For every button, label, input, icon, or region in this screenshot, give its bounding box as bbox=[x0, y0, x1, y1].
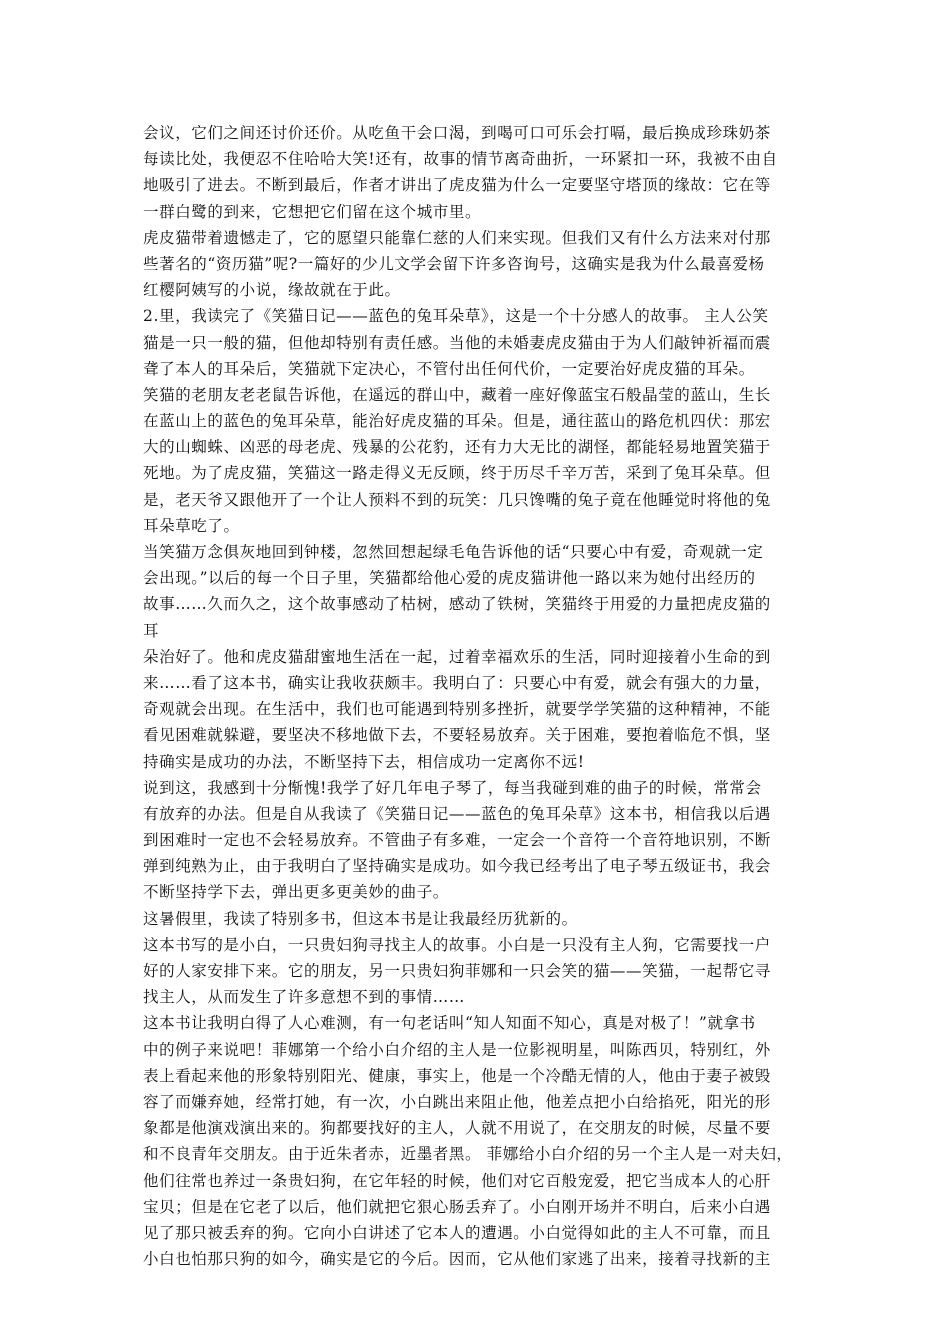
text-line: 耳 bbox=[143, 621, 160, 640]
text-line: 小白也怕那只狗的如今，确实是它的今后。因而，它从他们家逃了出来，接着寻找新的主 bbox=[143, 1250, 771, 1269]
text-line: 来……看了这本书，确实让我收获颇丰。我明白了：只要心中有爱，就会有强大的力量， bbox=[143, 673, 771, 692]
text-line: 宝贝；但是在它老了以后，他们就把它狠心肠丢弃了。小白刚开场并不明白，后来小白遇 bbox=[143, 1197, 771, 1216]
text-line: 和不良青年交朋友。由于近朱者赤，近墨者黑。 菲娜给小白介绍的另一个主人是一对夫妇， bbox=[143, 1145, 793, 1164]
document-body bbox=[143, 120, 823, 1272]
text-line: 见了那只被丢弃的狗。它向小白讲述了它本人的遭遇。小白觉得如此的主人不可靠，而且 bbox=[143, 1223, 771, 1242]
text-line: 一群白鹭的到来，它想把它们留在这个城市里。 bbox=[143, 202, 482, 221]
text-line: 朵治好了。他和虎皮猫甜蜜地生活在一起，过着幸福欢乐的生活，同时迎接着小生命的到 bbox=[143, 647, 771, 666]
text-line: 看见困难就躲避，要坚决不移地做下去，不要轻易放弃。关于困难，要抱着临危不惧，坚 bbox=[143, 726, 771, 745]
text-line: 找主人，从而发生了许多意想不到的事情…… bbox=[143, 988, 466, 1007]
text-line: 会出现。”以后的每一个日子里，笑猫都给他心爱的虎皮猫讲他一路以来为她付出经历的 bbox=[143, 569, 756, 588]
text-line: 虎皮猫带着遗憾走了，它的愿望只能靠仁慈的人们来实现。但我们又有什么方法来对付那 bbox=[143, 228, 771, 247]
text-line: 红樱阿姨写的小说，缘故就在于此。 bbox=[143, 281, 401, 300]
text-line: 2.里，我读完了《笑猫日记——蓝色的兔耳朵草》，这是一个十分感人的故事。 主人公笑 bbox=[143, 307, 769, 326]
text-line: 大的山蜘蛛、凶恶的母老虎、残暴的公花豹，还有力大无比的湖怪，都能轻易地置笑猫于 bbox=[143, 438, 771, 457]
text-line: 容了而嫌弃她，经常打她，有一次，小白跳出来阻止他，他差点把小白给掐死，阳光的形 bbox=[143, 1092, 771, 1111]
text-line: 每读比处，我便忍不住哈哈大笑!还有，故事的情节离奇曲折，一环紧扣一环，我被不由自 bbox=[143, 150, 778, 169]
text-line: 中的例子来说吧！菲娜第一个给小白介绍的主人是一位影视明星，叫陈西贝，特别红，外 bbox=[143, 1040, 771, 1059]
text-line: 好的人家安排下来。它的朋友，另一只贵妇狗菲娜和一只会笑的猫——笑猫，一起帮它寻 bbox=[143, 962, 771, 980]
text-line: 些著名的“资历猫”呢?一篇好的少儿文学会留下许多咨询号，这确实是我为什么最喜爱杨 bbox=[143, 254, 765, 273]
text-line: 故事……久而久之，这个故事感动了枯树，感动了铁树，笑猫终于用爱的力量把虎皮猫的 bbox=[143, 595, 771, 614]
text-line: 耳朵草吃了。 bbox=[143, 516, 240, 535]
text-line: 到困难时一定也不会轻易放弃。不管曲子有多难，一定会一个音符一个音符地识别，不断 bbox=[143, 831, 771, 850]
text-line: 在蓝山上的蓝色的兔耳朵草，能治好虎皮猫的耳朵。但是，通往蓝山的路危机四伏：那宏 bbox=[143, 412, 771, 431]
text-line: 这本书让我明白得了人心难测，有一句老话叫“知人知面不知心，真是对极了！”就拿书 bbox=[143, 1014, 756, 1033]
text-line: 聋了本人的耳朵后，笑猫就下定决心，不管付出任何代价，一定要治好虎皮猫的耳朵。 bbox=[143, 359, 755, 378]
text-line: 死地。为了虎皮猫，笑猫这一路走得义无反顾，终于历尽千辛万苦，采到了兔耳朵草。但 bbox=[143, 464, 771, 483]
text-line: 这本书写的是小白，一只贵妇狗寻找主人的故事。小白是一只没有主人狗，它需要找一户 bbox=[143, 935, 771, 954]
text-line: 是，老天爷又跟他开了一个让人预料不到的玩笑：几只馋嘴的兔子竟在他睡觉时将他的兔 bbox=[143, 490, 771, 509]
text-line: 当笑猫万念俱灰地回到钟楼，忽然回想起绿毛龟告诉他的话“只要心中有爱，奇观就一定 bbox=[143, 543, 764, 561]
text-line: 不断坚持学下去，弹出更多更美妙的曲子。 bbox=[143, 883, 449, 902]
text-line: 弹到纯熟为止，由于我明白了坚持确实是成功。如今我已经考出了电子琴五级证书，我会 bbox=[143, 857, 771, 876]
text-line: 表上看起来他的形象特别阳光、健康，事实上，他是一个冷酷无情的人，他由于妻子被毁 bbox=[143, 1066, 771, 1085]
text-line: 他们往常也养过一条贵妇狗，在它年轻的时候，他们对它百般宠爱，把它当成本人的心肝 bbox=[143, 1171, 771, 1190]
text-line: 象都是他演戏演出来的。狗都要找好的主人，人就不用说了，在交朋友的时候，尽量不要 bbox=[143, 1119, 771, 1138]
text-line: 持确实是成功的办法，不断坚持下去，相信成功一定离你不远! bbox=[143, 752, 585, 771]
text-line: 猫是一只一般的猫，但他却特别有责任感。当他的未婚妻虎皮猫由于为人们敲钟祈福而震 bbox=[143, 333, 771, 352]
text-line: 这暑假里，我读了特别多书，但这本书是让我最经历犹新的。 bbox=[143, 909, 578, 928]
text-line: 奇观就会出现。在生活中，我们也可能遇到特别多挫折，就要学学笑猫的这种精神，不能 bbox=[143, 700, 771, 719]
text-line: 会议，它们之间还讨价还价。从吃鱼干会口渴，到喝可口可乐会打嗝，最后换成珍珠奶茶 bbox=[143, 124, 771, 142]
text-line: 笑猫的老朋友老老鼠告诉他，在遥远的群山中，藏着一座好像蓝宝石般晶莹的蓝山，生长 bbox=[143, 385, 771, 404]
text-line: 地吸引了进去。不断到最后，作者才讲出了虎皮猫为什么一定要坚守塔顶的缘故：它在等 bbox=[143, 176, 771, 195]
text-line: 有放弃的办法。但是自从我读了《笑猫日记——蓝色的兔耳朵草》这本书，相信我以后遇 bbox=[143, 804, 771, 823]
text-line: 说到这，我感到十分惭愧!我学了好几年电子琴了，每当我碰到难的曲子的时候，常常会 bbox=[143, 778, 762, 797]
